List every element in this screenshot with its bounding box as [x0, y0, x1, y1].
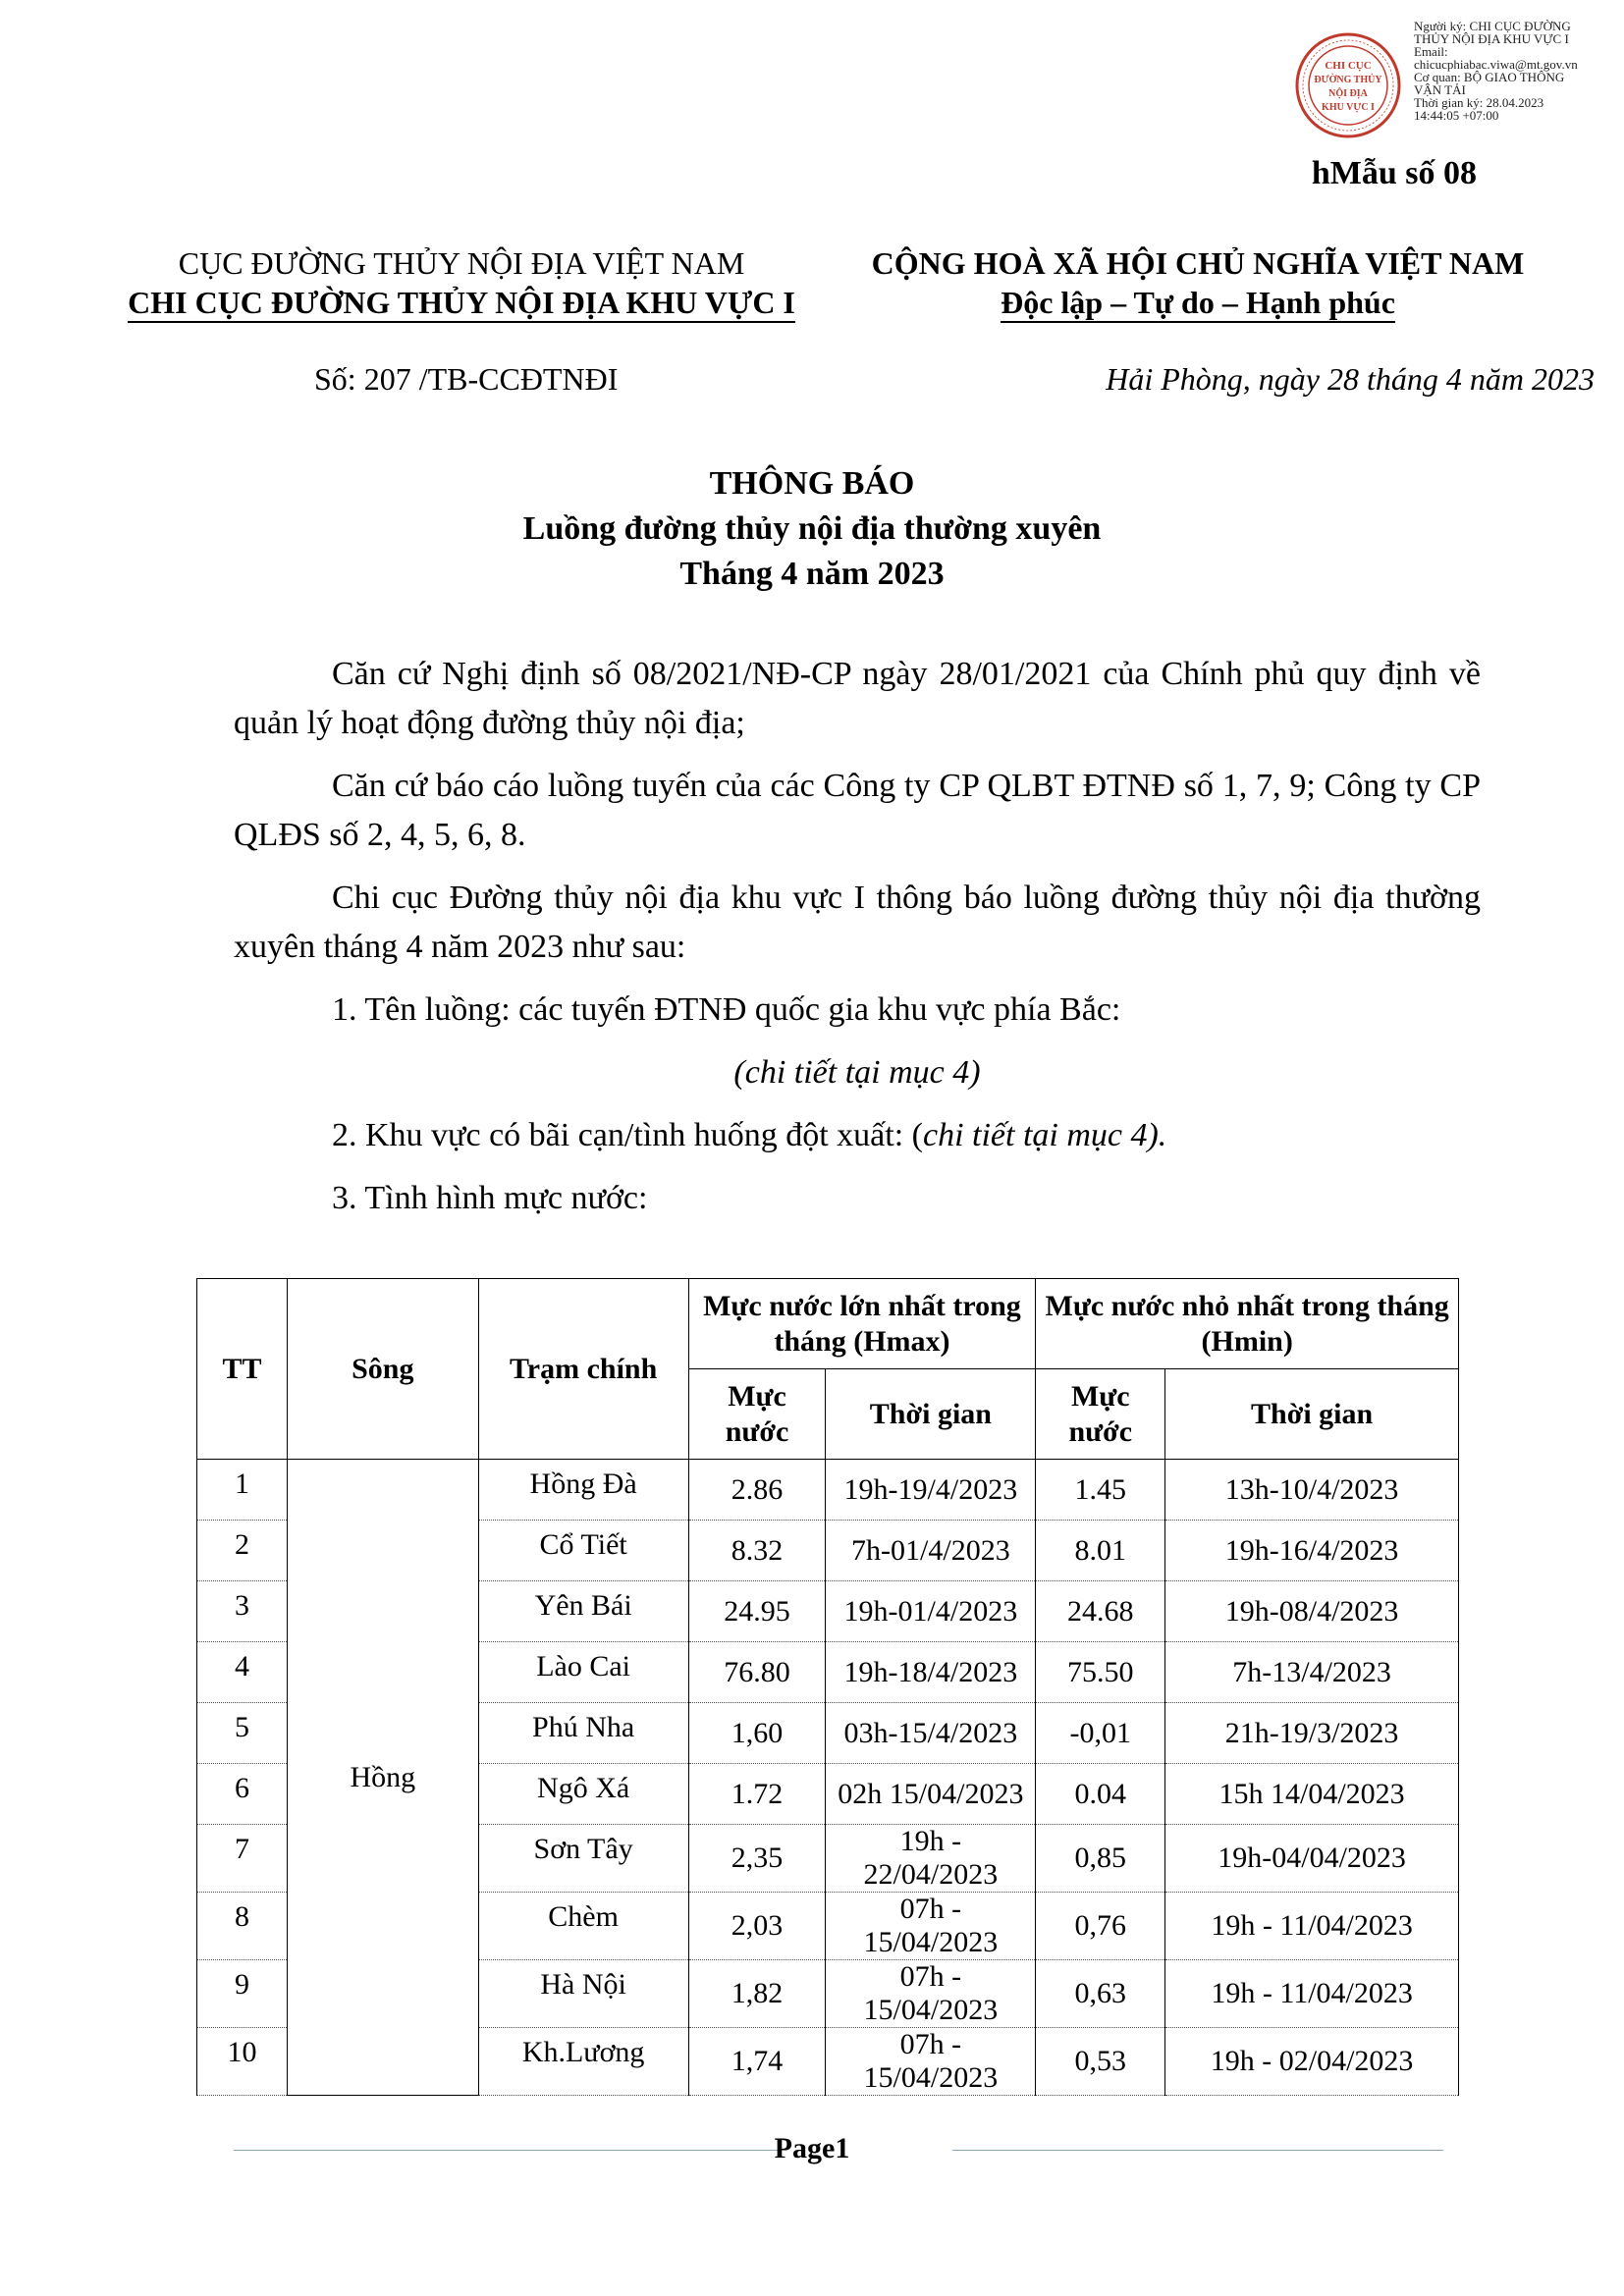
signature-line: chicucphiabac.viwa@mt.gov.vn	[1414, 57, 1578, 72]
paragraph-announcement: Chi cục Đường thủy nội địa khu vực I thông báo luồng đường thủy nội địa thường xuyên tháng 4 năm 2023 như sau:	[234, 880, 1481, 965]
cell-max-time: 19h-18/4/2023	[826, 1642, 1036, 1703]
document-number: Số: 207 /TB-CCĐTNĐI	[314, 361, 619, 397]
signature-line: 14:44:05 +07:00	[1414, 108, 1499, 123]
cell-min-level: -0,01	[1036, 1703, 1165, 1764]
cell-max-time: 19h - 22/04/2023	[826, 1825, 1036, 1893]
cell-min-level: 8.01	[1036, 1521, 1165, 1581]
cell-station: Lào Cai	[478, 1642, 688, 1703]
signature-line: Người ký: CHI CỤC ĐƯỜNG	[1414, 19, 1571, 33]
cell-min-time: 19h-08/4/2023	[1165, 1581, 1459, 1642]
signature-line: Cơ quan: BỘ GIAO THÔNG	[1414, 70, 1565, 84]
cell-min-time: 13h-10/4/2023	[1165, 1460, 1459, 1521]
cell-min-time: 19h-04/04/2023	[1165, 1825, 1459, 1893]
cell-max-level: 1,60	[688, 1703, 826, 1764]
header-tt: TT	[197, 1279, 288, 1460]
header-max-time: Thời gian	[826, 1369, 1036, 1460]
cell-min-time: 19h - 11/04/2023	[1165, 1960, 1459, 2028]
cell-station: Phú Nha	[478, 1703, 688, 1764]
water-level-table	[196, 1278, 1459, 2096]
cell-max-level: 76.80	[688, 1642, 826, 1703]
cell-max-level: 8.32	[688, 1521, 826, 1581]
official-seal-icon	[1294, 31, 1402, 139]
cell-max-time: 03h-15/4/2023	[826, 1703, 1036, 1764]
header-hmax: Mực nước lớn nhất trong tháng (Hmax)	[688, 1279, 1036, 1369]
cell-min-level: 1.45	[1036, 1460, 1165, 1521]
cell-max-time: 02h 15/04/2023	[826, 1764, 1036, 1825]
cell-max-level: 1,82	[688, 1960, 826, 2028]
item-3: 3. Tình hình mực nước:	[332, 1180, 648, 1216]
cell-min-level: 75.50	[1036, 1642, 1165, 1703]
title-line-1: THÔNG BÁO	[709, 465, 915, 502]
footer-divider-right	[952, 2150, 1443, 2151]
svg-text:KHU VỰC I: KHU VỰC I	[1322, 102, 1375, 113]
cell-tt: 1	[197, 1460, 288, 1521]
signature-line: VẬN TẢI	[1414, 82, 1466, 97]
issuing-agency	[118, 243, 805, 323]
cell-river: Hồng	[287, 1460, 478, 2096]
country-name: CỘNG HOÀ XÃ HỘI CHỦ NGHĨA VIỆT NAM	[871, 245, 1525, 281]
item-2-label: 2. Khu vực có bãi cạn/tình huống đột xuất: (	[332, 1117, 923, 1153]
cell-min-time: 21h-19/3/2023	[1165, 1703, 1459, 1764]
title-line-3: Tháng 4 năm 2023	[679, 556, 945, 592]
signature-line: THỦY NỘI ĐỊA KHU VỰC I	[1414, 31, 1569, 46]
cell-max-time: 19h-19/4/2023	[826, 1460, 1036, 1521]
cell-min-level: 24.68	[1036, 1581, 1165, 1642]
cell-station: Hồng Đà	[478, 1460, 688, 1521]
cell-min-level: 0,63	[1036, 1960, 1165, 2028]
cell-station: Yên Bái	[478, 1581, 688, 1642]
cell-max-time: 07h - 15/04/2023	[826, 1960, 1036, 2028]
cell-station: Sơn Tây	[478, 1825, 688, 1893]
svg-text:ĐƯỜNG THỦY: ĐƯỜNG THỦY	[1314, 75, 1382, 85]
cell-min-time: 19h - 02/04/2023	[1165, 2028, 1459, 2096]
cell-min-time: 19h-16/4/2023	[1165, 1521, 1459, 1581]
paragraph-legal-basis-2: Căn cứ báo cáo luồng tuyến của các Công ty CP QLBT ĐTNĐ số 1, 7, 9; Công ty CP QLĐS số 2, 4, 5, 6, 8.	[234, 768, 1481, 853]
header-station: Trạm chính	[478, 1279, 688, 1460]
cell-max-level: 2,35	[688, 1825, 826, 1893]
cell-max-level: 2,03	[688, 1893, 826, 1960]
digital-signature-info	[1414, 20, 1610, 122]
cell-min-level: 0,53	[1036, 2028, 1165, 2096]
agency-parent: CỤC ĐƯỜNG THỦY NỘI ĐỊA VIỆT NAM	[178, 245, 745, 281]
agency-name: CHI CỤC ĐƯỜNG THỦY NỘI ĐỊA KHU VỰC I	[128, 285, 795, 323]
header-min-level: Mực nước	[1036, 1369, 1165, 1460]
cell-min-time: 19h - 11/04/2023	[1165, 1893, 1459, 1960]
form-number: hMẫu số 08	[1311, 155, 1477, 191]
table-row	[197, 1460, 1459, 1521]
cell-tt: 2	[197, 1521, 288, 1581]
header-min-time: Thời gian	[1165, 1369, 1459, 1460]
signature-line: Thời gian ký: 28.04.2023	[1414, 95, 1544, 110]
cell-tt: 5	[197, 1703, 288, 1764]
cell-min-time: 15h 14/04/2023	[1165, 1764, 1459, 1825]
cell-station: Hà Nội	[478, 1960, 688, 2028]
cell-tt: 9	[197, 1960, 288, 2028]
cell-tt: 10	[197, 2028, 288, 2096]
cell-min-level: 0,76	[1036, 1893, 1165, 1960]
cell-max-level: 24.95	[688, 1581, 826, 1642]
cell-max-time: 7h-01/4/2023	[826, 1521, 1036, 1581]
header-max-level: Mực nước	[688, 1369, 826, 1460]
header-river: Sông	[287, 1279, 478, 1460]
cell-tt: 4	[197, 1642, 288, 1703]
cell-max-level: 1,74	[688, 2028, 826, 2096]
page-label: Page1	[774, 2132, 850, 2164]
header-hmin: Mực nước nhỏ nhất trong tháng (Hmin)	[1036, 1279, 1459, 1369]
cell-max-time: 07h - 15/04/2023	[826, 2028, 1036, 2096]
document-body	[234, 650, 1481, 1237]
document-title	[0, 461, 1624, 597]
cell-station: Cổ Tiết	[478, 1521, 688, 1581]
cell-max-time: 19h-01/4/2023	[826, 1581, 1036, 1642]
item-2-note: chi tiết tại mục 4).	[922, 1117, 1167, 1153]
cell-tt: 8	[197, 1893, 288, 1960]
svg-text:CHI CỤC: CHI CỤC	[1325, 60, 1372, 72]
cell-tt: 6	[197, 1764, 288, 1825]
item-2	[234, 1111, 1481, 1160]
national-header	[854, 243, 1542, 323]
cell-station: Chèm	[478, 1893, 688, 1960]
cell-max-time: 07h - 15/04/2023	[826, 1893, 1036, 1960]
signature-line: Email:	[1414, 44, 1448, 59]
item-1: 1. Tên luồng: các tuyến ĐTNĐ quốc gia khu vực phía Bắc:	[332, 991, 1121, 1028]
cell-max-level: 1.72	[688, 1764, 826, 1825]
cell-max-level: 2.86	[688, 1460, 826, 1521]
cell-tt: 7	[197, 1825, 288, 1893]
cell-min-time: 7h-13/4/2023	[1165, 1642, 1459, 1703]
cell-min-level: 0,85	[1036, 1825, 1165, 1893]
paragraph-legal-basis-1: Căn cứ Nghị định số 08/2021/NĐ-CP ngày 28/01/2021 của Chính phủ quy định về quản lý hoạt động đường thủy nội địa;	[234, 656, 1481, 741]
national-motto: Độc lập – Tự do – Hạnh phúc	[1001, 285, 1395, 323]
cell-station: Kh.Lương	[478, 2028, 688, 2096]
cell-min-level: 0.04	[1036, 1764, 1165, 1825]
svg-text:NỘI ĐỊA: NỘI ĐỊA	[1328, 88, 1368, 99]
title-line-2: Luồng đường thủy nội địa thường xuyên	[522, 510, 1102, 547]
place-and-date: Hải Phòng, ngày 28 tháng 4 năm 2023	[1106, 361, 1595, 397]
cell-tt: 3	[197, 1581, 288, 1642]
item-1-note: (chi tiết tại mục 4)	[733, 1054, 981, 1091]
cell-station: Ngô Xá	[478, 1764, 688, 1825]
